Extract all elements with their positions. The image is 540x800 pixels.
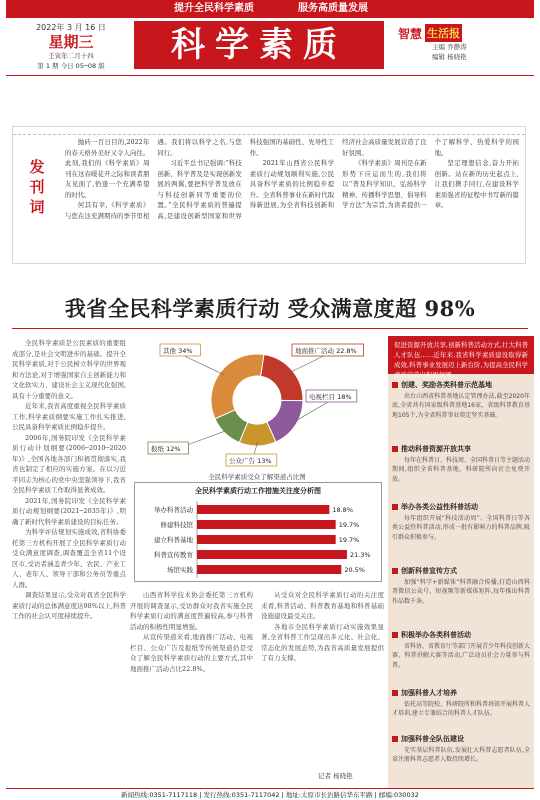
article-paragraph: 为科学评估规划实施成效,省科协委托第三方机构开展了全民科学素质行动受众满意度调查,调查覆盖全省11个设区市,受访者涵盖青少年、农民、产业工人、老年人、领导干部和公务员等重点人群。: [12, 528, 126, 589]
preface-text: [65, 137, 519, 255]
preface-top-border: [13, 127, 525, 135]
preface-paragraph: 何其有幸,《科学素质》与您在这充满期待的季节里相遇。我们将以科学之名,与您同行。: [65, 138, 242, 220]
bullet-square-icon: [392, 446, 398, 452]
pie-slice: [261, 355, 303, 401]
brand-block: [398, 24, 538, 62]
bullet-square-icon: [392, 632, 398, 638]
sidebar-section: [392, 688, 530, 719]
sidebar-section-title: 加强科普全队伍建设: [401, 735, 464, 743]
masthead-dateline: [10, 22, 132, 71]
article-paragraph: 2006年,国务院印发《全民科学素质行动计划纲要(2006─2010─2020年)》,全国各地各部门积极贯彻落实,我省也制定了相应的实施方案。在以习近平同志为核心的党中央坚强领导下,我省全民科学素质工作取得显著成效。: [12, 433, 126, 494]
article-column-2: [130, 590, 384, 786]
brand-logo-part-a: 智慧: [398, 26, 423, 41]
bullet-square-icon: [392, 736, 398, 742]
bar-chart-svg: [135, 483, 381, 581]
bullet-square-icon: [392, 382, 398, 388]
preface-paragraph: 坚定理想信念,奋力开拓创新。站在新的历史起点上,让我们携手同行,在建设科学素质强省的征程中书写新的篇章。: [434, 159, 519, 209]
bar-chart-title: 全民科学素质行动工作措施关注度分析图: [195, 487, 321, 495]
pie-chart-title: 全民科学素质受众了解渠道占比图: [208, 473, 306, 481]
article-paragraph: 近年来,我省高度重视全民科学素质工作,科学素质纲要实施工作扎实推进,公民具备科学素质比例稳步提升。: [12, 402, 126, 431]
pie-label: 其他 34%: [163, 347, 193, 355]
sidebar-section: [392, 630, 530, 670]
article-paragraph: 山西省科学技术协会委托第三方机构开展的调查显示,受访群众对我省实施全民科学素质行动的满意度普遍较高,参与科普活动的积极性明显增强。: [130, 591, 253, 631]
sidebar-section-heading: [392, 630, 530, 640]
bar-category-label: 场馆实践: [167, 566, 193, 574]
editor: 编辑 杨晓艳: [432, 53, 467, 61]
bar: [197, 520, 336, 529]
article-paragraph: 全民科学素质是公民素质的重要组成部分,是社会文明进步的基础。提升全民科学素质,对于公民树立科学的世界观和方法论,对于增强国家自主创新能力和文化软实力、建设社会主义现代化强国,具有十分重要的意义。: [12, 339, 126, 400]
preface-paragraph: 2021年山西省公民科学素质行动规划顺利实施,公民具备科学素质的比例稳步提升。全省科普事业在新时代取得新进展,为全省科技创新和经济社会高质量发展营造了良好氛围。: [249, 138, 427, 209]
pie-chart-svg: [130, 336, 384, 470]
sidebar-section: [392, 502, 530, 542]
sidebar-section-heading: [392, 566, 530, 576]
main-headline: 我省全民科学素质行动 受众满意度超 98%: [64, 296, 476, 321]
bar-value-label: 20.5%: [344, 566, 365, 574]
sidebar-section-title: 加强科普人才培养: [401, 689, 457, 697]
issue-date: 2022年 3 月 16 日: [36, 23, 106, 32]
bar-value-label: 21.3%: [349, 551, 371, 559]
sidebar-section-body: 出台山西省科普基地认定管理办法,截至2020年底,全省共有国家级科普基地16家、省级科普教育基地105个,为全省科普事业奠定坚实基础。: [392, 393, 530, 419]
bullet-square-icon: [392, 568, 398, 574]
sidebar-section-body: 加强“科学+新媒体”科普融合传播,打造山西科普微信公众号、短视频等新媒体矩阵,每年推出科普作品数千条。: [392, 579, 530, 605]
pie-leader-line: [180, 354, 223, 375]
sidebar-section-title: 举办各类公益性科普活动: [401, 503, 478, 511]
chief-editor: 主编 乔静涛: [432, 43, 467, 51]
sidebar-section-title: 创建、奖励各类科普示范基地: [401, 381, 492, 389]
masthead-divider: [6, 75, 534, 76]
bar-value-label: 19.7%: [338, 536, 360, 544]
preface-label: 发刊词: [29, 158, 45, 216]
pie-label: 公众广告 13%: [229, 457, 272, 465]
brand-logo: [398, 24, 538, 42]
weekday: 星期三: [48, 33, 94, 51]
article-paragraph: 调查结果显示,受众对我省全民科学素质行动的总体满意度达98%以上,科普工作的社会认可度持续提升。: [12, 591, 126, 620]
bar-chart: [134, 482, 382, 582]
sidebar-section-heading: [392, 444, 530, 454]
preface-paragraph: 习近平总书记强调:“科技创新、科学普及是实现创新发展的两翼,要把科学普及放在与科技创新同等重要的位置。”全民科学素质的普遍提高,是建设创新型国家和世界科技强国的基础性、先导性工作。: [157, 138, 335, 220]
sidebar-section-title: 积极举办各类科普活动: [401, 631, 471, 639]
pie-slice: [211, 354, 264, 419]
article-paragraph: 各地市全民科学素质行动实施效果显著,全省科普工作呈现出多元化、社会化、常态化的发展态势,为我省高质量发展提供了有力支撑。: [261, 622, 384, 662]
sidebar-intro: 促进资源开放共享,创新科普活动方式,壮大科普人才队伍……近年来,我省科学素质建设取得新成效,科普事业发展迈上新台阶,为提高全民科学素质营造出积极氛围。: [388, 336, 534, 374]
article-paragraph: 从受众对全民科学素质行动的关注度来看,科普活动、科普教育基地和科普基础设施建设最受关注。: [261, 591, 384, 620]
article-paragraph: 2021年,国务院印发《全民科学素质行动规划纲要(2021─2035年)》,明确了新时代科学素质建设的目标任务。: [12, 496, 126, 526]
sidebar-section: [392, 380, 530, 420]
article-column-1: [12, 338, 126, 788]
pie-label: 地面推广活动 22.8%: [295, 347, 357, 355]
bar: [197, 535, 336, 544]
preface-paragraph: 抛砖一百日目的,2022年的春天格外美好又令人向往。此刻,我们的《科学素质》周刊在这春暖花开之际和读者朋友见面了,恰逢一个充满希望的时代。: [65, 138, 150, 199]
sidebar-section-body: 依托高等院校、科研院所和科普场馆开展科普人才培训,建立专兼结合的科普人才队伍。: [392, 701, 531, 718]
headline-divider: [12, 328, 528, 329]
brand-logo-part-b: 生活报: [425, 24, 462, 42]
bar-category-label: 修建科技馆: [160, 521, 193, 529]
slogan-2: 服务高质量发展: [298, 3, 368, 14]
bar-value-label: 19.7%: [338, 521, 360, 529]
page-footer: 新闻热线:0351-7117118 | 发行热线:0351-7117042 | 地址:太原市长治路信华东平路 | 邮编:030032: [6, 788, 534, 800]
sidebar-section: [392, 566, 530, 606]
sidebar-section-heading: [392, 502, 530, 512]
sidebar-section-heading: [392, 734, 530, 744]
article-paragraph: 从宣传渠道来看,地面推广活动、电视栏目、公众广告及报纸等传统渠道仍是受众了解全民科学素质行动的主要方式,其中地面推广活动占比22.8%。: [130, 633, 253, 673]
sidebar-section-title: 创新科普宣传方式: [401, 567, 457, 575]
bar: [197, 550, 347, 559]
sidebar-section-body: 每年组织开展“科技活动周”、全国科普日等各类公益性科普活动,形成一批有影响力的科普品牌,吸引群众积极参与。: [392, 515, 530, 541]
bullet-square-icon: [392, 690, 398, 696]
sidebar-section-heading: [392, 380, 530, 390]
pie-chart: [130, 336, 384, 470]
preface-paragraph: 《科学素质》周刊是在新形势下应运而生的,我们将以“普及科学知识、弘扬科学精神、传播科学思想、倡导科学方法”为宗旨,为读者提供一个了解科学、热爱科学的园地。: [342, 138, 519, 209]
masthead: [6, 18, 534, 76]
pie-label: 电视栏目 18%: [309, 393, 352, 401]
sidebar-section-body: 充实基层科普队伍,发展壮大科普志愿者队伍,全省注册科普志愿者人数持续增长。: [392, 747, 530, 764]
lunar-date: 壬寅年二月十四: [48, 52, 94, 60]
sidebar-section-heading: [392, 688, 530, 698]
article-author: 记者 杨晓艳: [318, 772, 353, 780]
sidebar-section-body: 每年在科普日、科技周、全国科普日等主题活动期间,组织全省科普基地、科研院所向社会免费开放。: [392, 457, 531, 483]
sidebar-section-body: 省科协、省教育厅等部门开展青少年科技创新大赛、科普讲解大赛等活动,广泛动员社会力量参与科普。: [392, 643, 531, 669]
sidebar-section-title: 推动科普资源开放共享: [401, 445, 471, 453]
issue-number: 第 1 期 今日 05─08 版: [37, 62, 105, 70]
bar: [197, 505, 329, 514]
sidebar-section: [392, 444, 530, 484]
sidebar-section: [392, 734, 530, 765]
bar: [197, 565, 341, 574]
bar-value-label: 18.8%: [332, 506, 354, 514]
bullet-square-icon: [392, 504, 398, 510]
pie-leader-line: [289, 354, 328, 373]
paper-title: 科学素质: [134, 21, 384, 69]
pie-label: 报纸 12%: [151, 445, 181, 453]
preface-box: [12, 126, 526, 264]
bar-category-label: 建立科普基地: [154, 536, 193, 544]
sidebar-panel: [388, 336, 534, 788]
bar-category-label: 科普宣传教育: [154, 551, 193, 559]
top-slogan-bar: [6, 0, 534, 18]
bar-category-label: 举办科普活动: [154, 506, 193, 514]
slogan-1: 提升全民科学素质: [174, 3, 254, 14]
